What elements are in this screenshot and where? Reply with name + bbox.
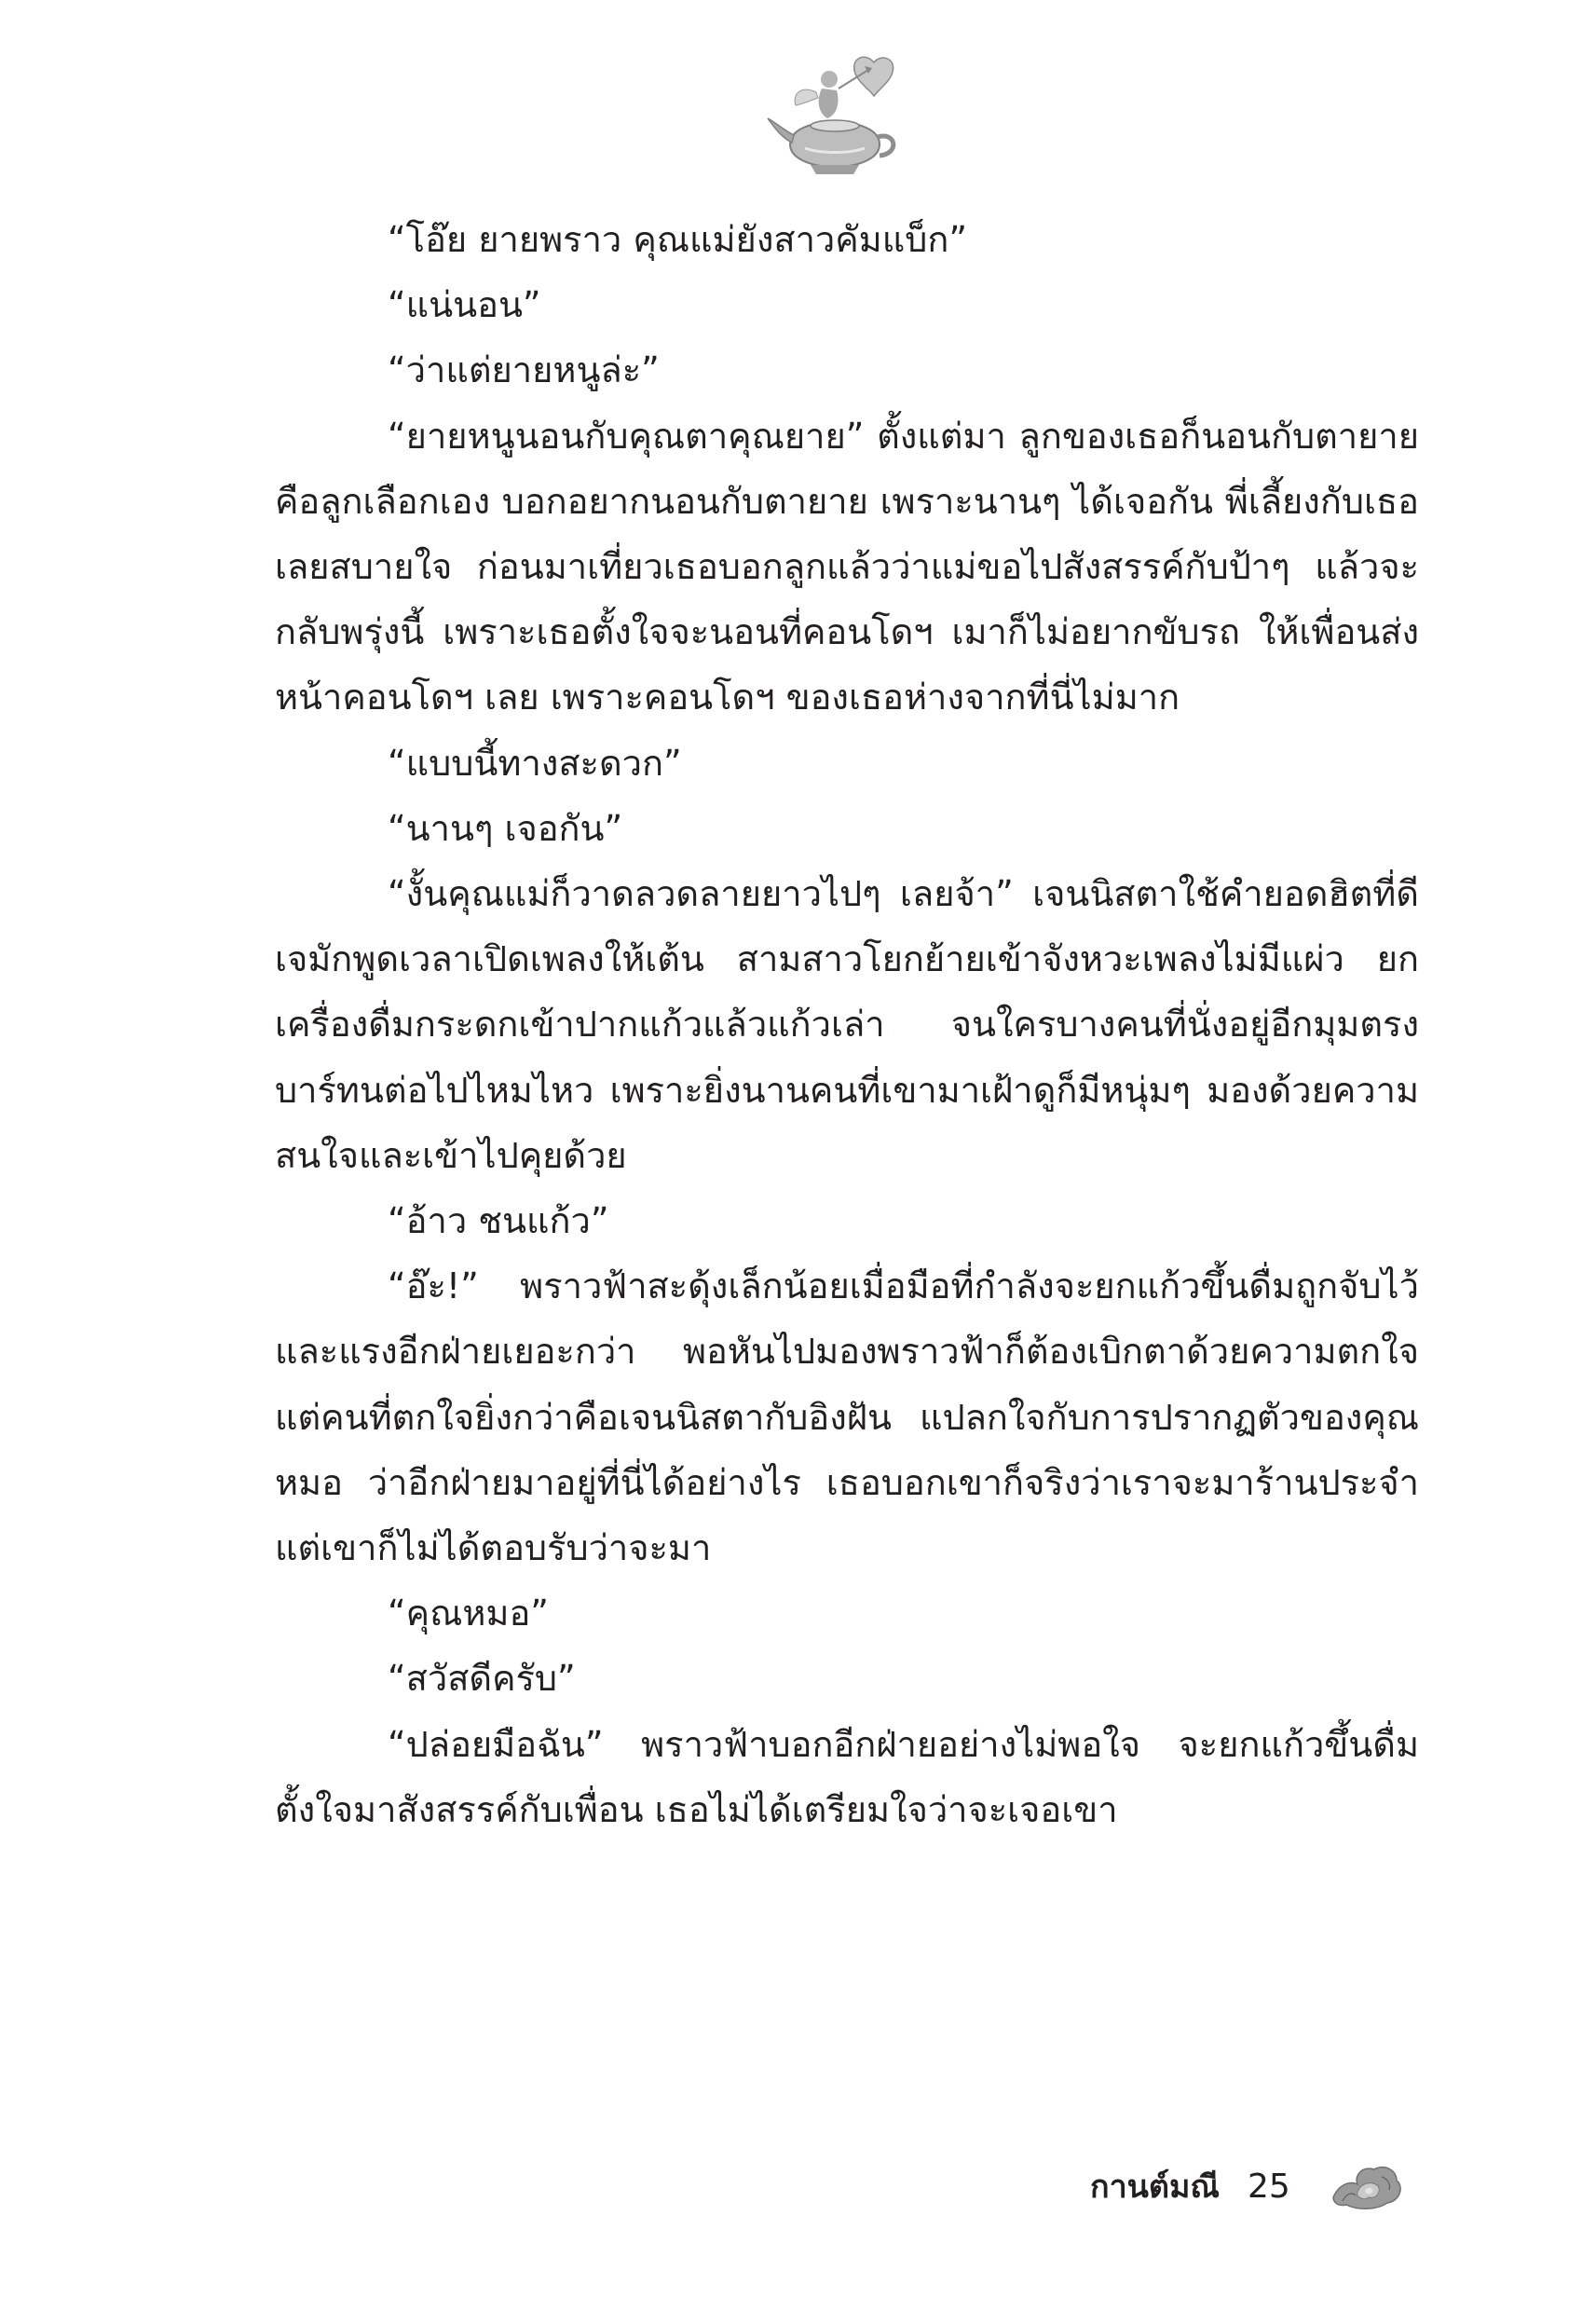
paragraph: “คุณหมอ” — [388, 1593, 549, 1634]
paragraph: “ยายหนูนอนกับคุณตาคุณยาย” ตั้งแต่มา ลูกของเธอก็นอนกับตายาย คือลูกเลือกเอง บอกอยากนอนกับตายาย เพราะนานๆ ได้เจอกัน พี่เลี้ยงกับเธอเลยสบายใจ ก่อนมาเที่ยวเธอบอกลูกแล้วว่าแม่ขอไปสังสรรค์กับป้าๆ แล้วจะกลับพรุ่งนี้ เพราะเธอตั้งใจจะนอนที่คอนโดฯ เมาก็ไม่อยากขับรถ ให้เพื่อนส่งหน้าคอนโดฯ เลย เพราะคอนโดฯ ของเธอห่างจากที่นี่ไม่มาก — [275, 415, 1419, 718]
paragraph: “โอ๊ย ยายพราว คุณแม่ยังสาวคัมแบ็ก” — [388, 219, 968, 260]
paragraph: “นานๆ เจอกัน” — [388, 807, 623, 849]
book-title: กานต์มณี — [1090, 2168, 1220, 2206]
body-text — [275, 207, 1419, 1842]
paragraph: “ปล่อยมือฉัน” พราวฟ้าบอกอีกฝ่ายอย่างไม่พอใจ จะยกแก้วขึ้นดื่ม ตั้งใจมาสังสรรค์กับเพื่อน เธอไม่ได้เตรียมใจว่าจะเจอเขา — [275, 1723, 1419, 1830]
page-footer — [1090, 2160, 1404, 2212]
page-number: 25 — [1247, 2167, 1290, 2206]
paragraph: “อ๊ะ!” พราวฟ้าสะดุ้งเล็กน้อยเมื่อมือที่กำลังจะยกแก้วขึ้นดื่มถูกจับไว้ และแรงอีกฝ่ายเยอะกว่า พอหันไปมองพราวฟ้าก็ต้องเบิกตาด้วยความตกใจ แต่คนที่ตกใจยิ่งกว่าคือเจนนิสตากับอิงฝัน แปลกใจกับการปรากฏตัวของคุณหมอ ว่าอีกฝ่ายมาอยู่ที่นี่ได้อย่างไร เธอบอกเขาก็จริงว่าเราจะมาร้านประจำ แต่เขาก็ไม่ได้ตอบรับว่าจะมา — [275, 1265, 1419, 1569]
paragraph: “ว่าแต่ยายหนูล่ะ” — [388, 349, 660, 391]
rose-icon — [1330, 2160, 1404, 2212]
paragraph: “อ้าว ชนแก้ว” — [388, 1200, 609, 1242]
paragraph: “สวัสดีครับ” — [388, 1658, 576, 1700]
paragraph: “แบบนี้ทางสะดวก” — [388, 742, 682, 784]
paragraph: “งั้นคุณแม่ก็วาดลวดลายยาวไปๆ เลยจ้า” เจนนิสตาใช้คำยอดฮิตที่ดีเจมักพูดเวลาเปิดเพลงให้เต้น สามสาวโยกย้ายเข้าจังหวะเพลงไม่มีแผ่ว ยกเครื่องดื่มกระดกเข้าปากแก้วแล้วแก้วเล่า จนใครบางคนที่นั่งอยู่อีกมุมตรงบาร์ทนต่อไปไหมไหว เพราะยิ่งนานคนที่เขามาเฝ้าดูก็มีหนุ่มๆ มองด้วยความสนใจและเข้าไปคุยด้วย — [275, 873, 1419, 1176]
paragraph: “แน่นอน” — [388, 284, 541, 326]
teapot-cupid-icon — [764, 51, 904, 191]
